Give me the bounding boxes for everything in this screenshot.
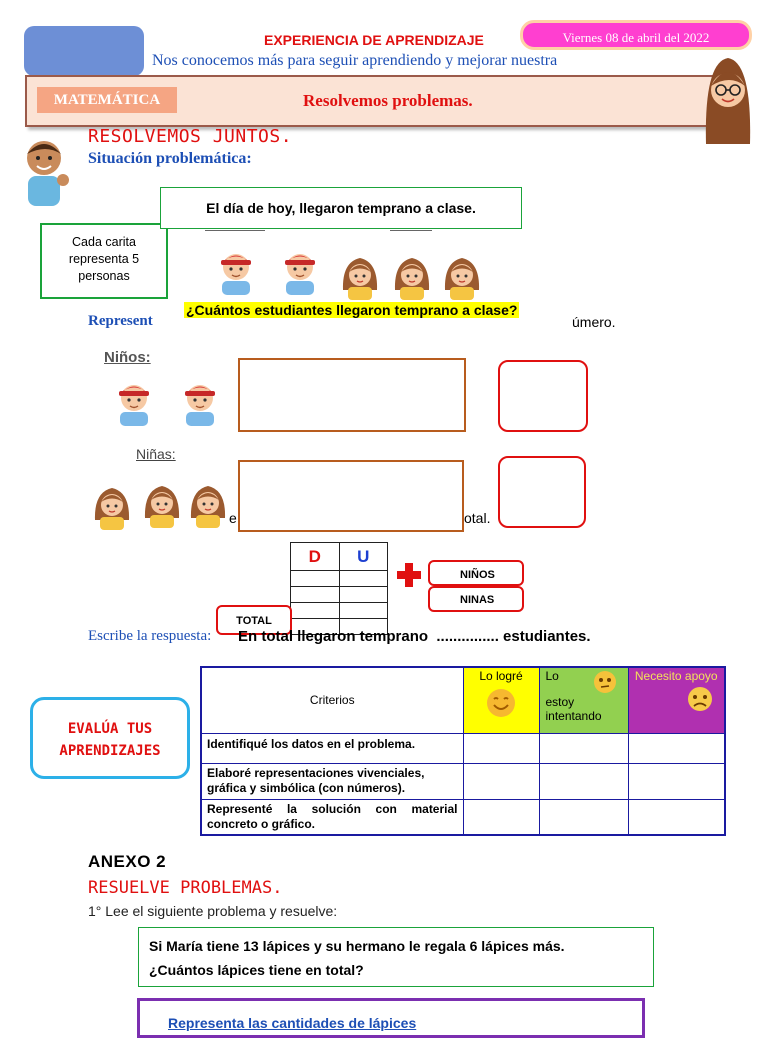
boy-face-icon [214,245,258,295]
girl-face-icon [186,478,230,528]
level-need-help-header [628,667,725,733]
level-need-help-label: Necesito apoyo [634,669,718,683]
section-heading: RESOLVEMOS JUNTOS. [88,126,293,147]
boy-waving-illustration [18,128,70,208]
story-text: El día de hoy, llegaron temprano a clase. [206,200,476,216]
place-value-table [290,542,388,635]
subject-label: MATEMÁTICA [37,87,177,113]
date-badge: Viernes 08 de abril del 2022 [520,20,752,50]
situation-label: Situación problemática: [88,150,252,167]
represent-heading: Representa las cantidades de lápices [168,1015,417,1031]
boy-face-icon [278,245,322,295]
check-cell[interactable] [628,799,725,835]
girls-tag: NINAS [428,586,524,612]
represent-text-start: Represent [88,313,153,329]
happy-face-icon [485,687,517,719]
topic-title: Resolvemos problemas. [303,91,473,110]
girls-number-box[interactable] [498,456,586,528]
girls-label: Niñas: [136,446,176,462]
girl-face-icon [440,250,484,300]
girl-face-icon [390,250,434,300]
annex-title: ANEXO 2 [88,852,167,871]
check-cell[interactable] [539,799,628,835]
table-cell[interactable] [291,571,340,587]
question-highlight: ¿Cuántos estudiantes llegaron temprano a clase? [186,302,518,318]
table-cell[interactable] [339,571,388,587]
table-cell[interactable] [291,603,340,619]
level-trying-header [539,667,628,733]
worried-face-icon [682,685,718,713]
problem-box [138,927,654,987]
thinking-face-icon [590,669,620,695]
plus-icon [396,562,422,588]
criteria-row: Elaboré representaciones vivenciales, gráfica y simbólica (con números). [201,763,463,799]
total-tag: TOTAL [216,605,292,635]
boys-number-box[interactable] [498,360,588,432]
evaluate-badge: EVALÚA TUS APRENDIZAJES [30,697,190,779]
criteria-row: Representé la solución con material concreto o gráfico. [201,799,463,835]
level-trying-label-b: estoy intentando [545,695,602,723]
text-fragment-e: e [229,510,237,526]
answer-prompt: Escribe la respuesta: [88,628,212,644]
answer-sentence: En total llegaron temprano ............... estudiantes. [238,628,591,645]
boys-tag: NIÑOS [428,560,524,586]
subject-banner [25,75,733,127]
check-cell[interactable] [463,763,539,799]
check-cell[interactable] [463,799,539,835]
annex-heading: RESUELVE PROBLEMAS. [88,878,283,898]
boys-label: Niños: [104,349,151,366]
units-header: U [339,543,388,571]
note-text: Cada carita representa 5 personas [68,235,140,283]
annex-instruction: 1° Lee el siguiente problema y resuelve: [88,903,338,919]
represent-box [137,998,645,1038]
level-achieved-header [463,667,539,733]
check-cell[interactable] [628,733,725,763]
logo-block [24,26,144,76]
boy-face-icon [112,376,156,426]
boys-representation-box[interactable] [238,358,466,432]
evaluation-table [200,666,726,836]
girl-face-icon [90,480,134,530]
tens-header: D [291,543,340,571]
problem-line-1: Si María tiene 13 lápices y su hermano le regala 6 lápices más. [149,938,565,954]
represent-text-end: úmero. [572,314,616,330]
subtitle: Nos conocemos más para seguir aprendiendo y mejorar nuestra [152,52,558,69]
criteria-header: Criterios [201,667,463,733]
table-cell[interactable] [339,603,388,619]
girl-face-icon [140,478,184,528]
level-achieved-label: Lo logré [479,669,523,683]
note-box [40,223,168,299]
girl-face-icon [338,250,382,300]
criteria-row: Identifiqué los datos en el problema. [201,733,463,763]
teacher-illustration [700,52,756,148]
check-cell[interactable] [539,733,628,763]
table-cell[interactable] [339,587,388,603]
check-cell[interactable] [539,763,628,799]
check-cell[interactable] [463,733,539,763]
boy-face-icon [178,376,222,426]
table-cell[interactable] [291,587,340,603]
girls-representation-box[interactable] [238,460,464,532]
check-cell[interactable] [628,763,725,799]
text-fragment-total: otal. [464,510,491,526]
page-title: EXPERIENCIA DE APRENDIZAJE [264,32,484,48]
problem-line-2: ¿Cuántos lápices tiene en total? [149,962,364,978]
level-trying-label-a: Lo [545,669,559,683]
story-box [160,187,522,229]
